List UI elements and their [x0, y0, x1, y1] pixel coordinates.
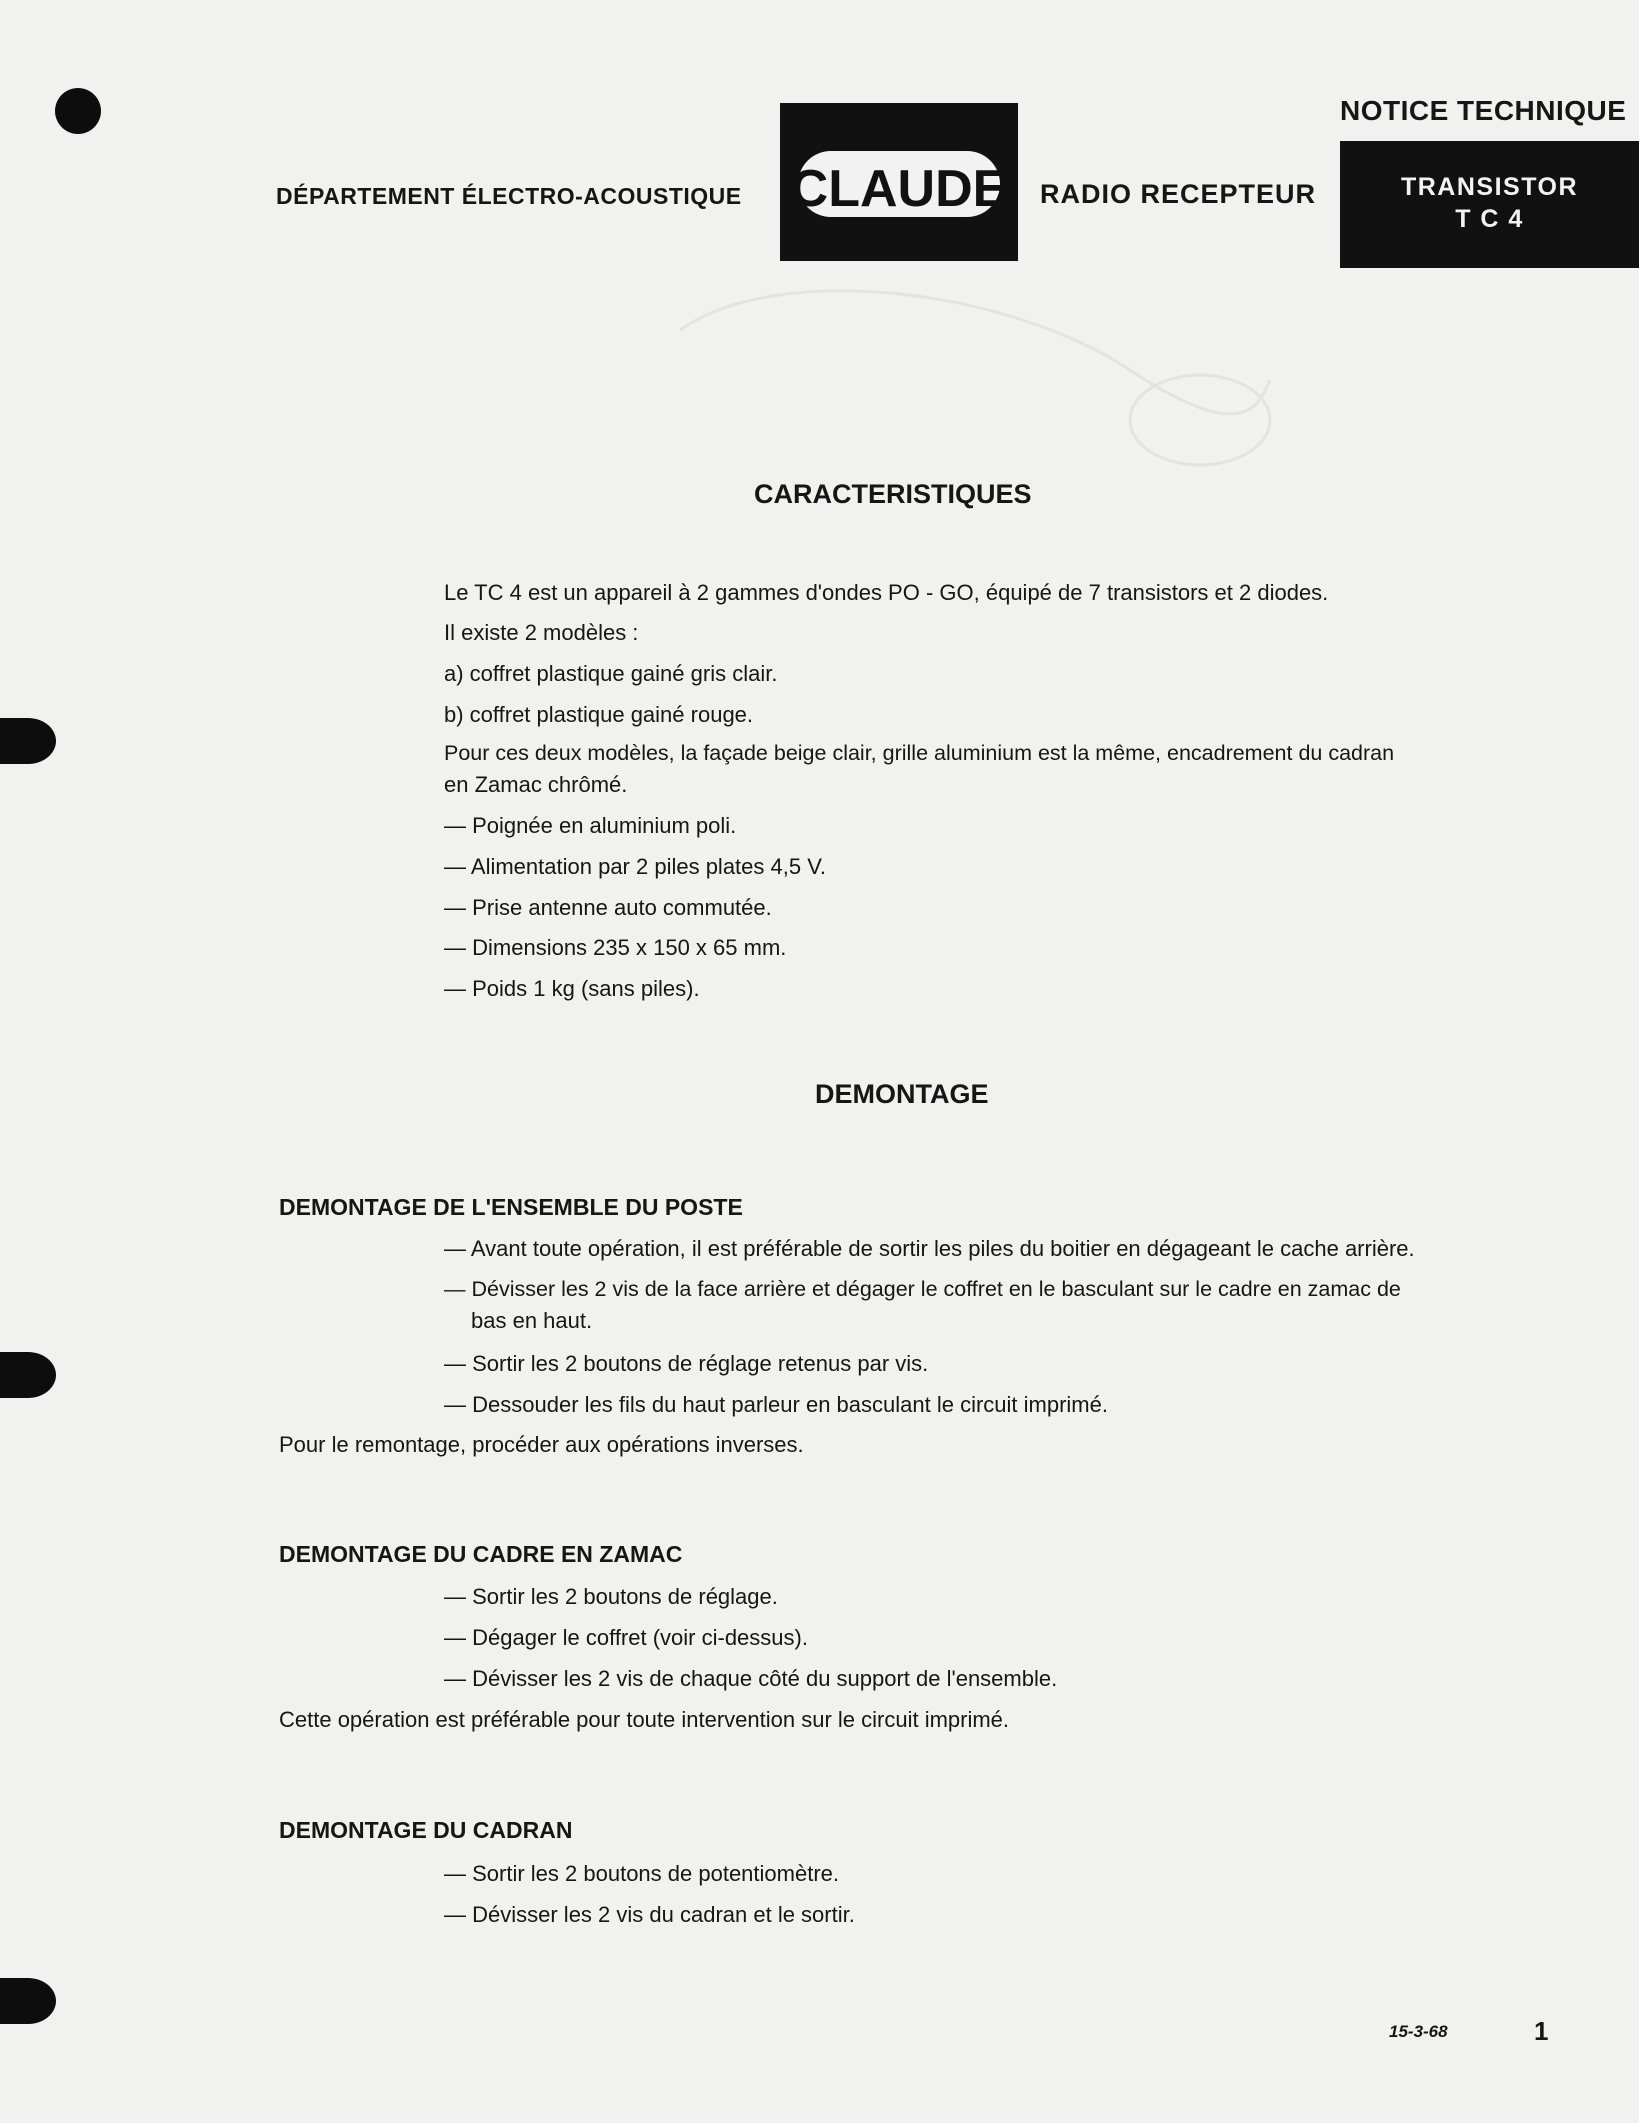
heading-cadre: DEMONTAGE DU CADRE EN ZAMAC [279, 1541, 683, 1567]
binder-hole-4 [0, 1978, 56, 2024]
section-title-caracteristiques: CARACTERISTIQUES [754, 479, 1032, 509]
spec-bullet: — Alimentation par 2 piles plates 4,5 V. [444, 851, 826, 882]
model-box [1340, 141, 1639, 268]
binder-hole-2 [0, 718, 56, 764]
heading-ensemble: DEMONTAGE DE L'ENSEMBLE DU POSTE [279, 1194, 743, 1220]
department-label: DÉPARTEMENT ÉLECTRO-ACOUSTIQUE [276, 183, 742, 209]
show-through-diagram [660, 250, 1280, 480]
ensemble-step: — Avant toute opération, il est préférable de sortir les piles du boitier en dégageant le cache arrière. [444, 1233, 1415, 1264]
cadre-step: — Dégager le coffret (voir ci-dessus). [444, 1622, 808, 1653]
ensemble-step: — Sortir les 2 boutons de réglage retenus par vis. [444, 1348, 928, 1379]
spec-bullet: — Prise antenne auto commutée. [444, 892, 772, 923]
ensemble-step-continued: bas en haut. [471, 1308, 593, 1333]
binder-hole-3 [0, 1352, 56, 1398]
common-text-1: Pour ces deux modèles, la façade beige clair, grille aluminium est la même, encadrement du cadran [444, 741, 1395, 765]
model-b: b) coffret plastique gainé rouge. [444, 702, 754, 727]
spec-bullet: — Dimensions 235 x 150 x 65 mm. [444, 932, 786, 963]
cadre-step: — Sortir les 2 boutons de réglage. [444, 1581, 778, 1612]
cadre-note: Cette opération est préférable pour toute intervention sur le circuit imprimé. [279, 1707, 1010, 1732]
cadre-step: — Dévisser les 2 vis de chaque côté du support de l'ensemble. [444, 1663, 1057, 1694]
model-line-1: TRANSISTOR [1400, 173, 1579, 201]
spec-bullet: — Poignée en aluminium poli. [444, 810, 736, 841]
binder-hole-1 [55, 88, 101, 134]
heading-cadran: DEMONTAGE DU CADRAN [279, 1817, 573, 1843]
document-date: 15-3-68 [1389, 2022, 1448, 2041]
product-type: RADIO RECEPTEUR [1040, 179, 1317, 209]
logo-text: CLAUDE [790, 160, 1008, 218]
model-a: a) coffret plastique gainé gris clair. [444, 661, 778, 686]
models-line: Il existe 2 modèles : [444, 620, 639, 645]
model-line-2: T C 4 [1455, 205, 1524, 233]
cadran-step: — Sortir les 2 boutons de potentiomètre. [444, 1858, 839, 1889]
ensemble-note: Pour le remontage, procéder aux opérations inverses. [279, 1432, 804, 1457]
ensemble-step: — Dévisser les 2 vis de la face arrière et dégager le coffret en le basculant sur le cadre en zamac de [444, 1274, 1401, 1305]
section-title-demontage: DEMONTAGE [815, 1079, 989, 1109]
notice-title: NOTICE TECHNIQUE [1340, 95, 1627, 126]
page-number: 1 [1534, 2016, 1549, 2046]
spec-bullet: — Poids 1 kg (sans piles). [444, 973, 700, 1004]
intro-text: Le TC 4 est un appareil à 2 gammes d'ondes PO - GO, équipé de 7 transistors et 2 diodes. [444, 580, 1329, 605]
cadran-step: — Dévisser les 2 vis du cadran et le sortir. [444, 1899, 855, 1930]
claude-logo-graphic [780, 103, 1018, 261]
common-text-2: en Zamac chrômé. [444, 772, 628, 797]
claude-logo [780, 103, 1018, 261]
ensemble-step: — Dessouder les fils du haut parleur en basculant le circuit imprimé. [444, 1389, 1108, 1420]
